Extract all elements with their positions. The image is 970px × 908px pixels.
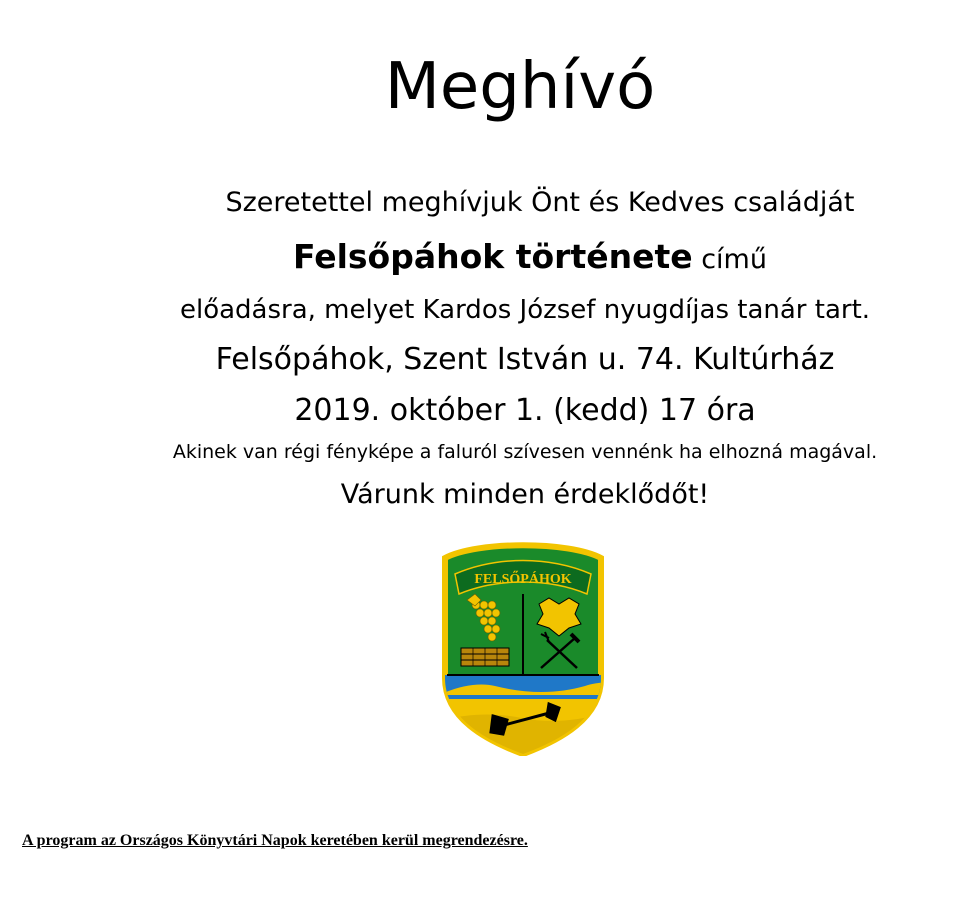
- event-datetime: 2019. október 1. (kedd) 17 óra: [294, 393, 756, 428]
- village-crest: [437, 542, 609, 756]
- event-title: Felsőpáhok története: [293, 237, 693, 276]
- invitation-title: Meghívó: [384, 50, 656, 124]
- wine-barrel-icon: [461, 648, 509, 666]
- invitation-line-1: Szeretettel meghívjuk Önt és Kedves családját: [225, 187, 855, 218]
- photo-note: Akinek van régi fényképe a faluról szívesen vennénk ha elhozná magával.: [172, 441, 878, 463]
- event-title-suffix: című: [692, 244, 767, 275]
- event-location: Felsőpáhok, Szent István u. 74. Kultúrház: [215, 342, 835, 377]
- footer-note: A program az Országos Könyvtári Napok keretében kerül megrendezésre.: [22, 832, 528, 849]
- crest-banner: FELSŐPÁHOK: [474, 572, 572, 587]
- invitation-line-3: előadásra, melyet Kardos József nyugdíjas tanár tart.: [179, 295, 871, 325]
- invitation-event-line: [80, 235, 970, 282]
- closing-line: Várunk minden érdeklődőt!: [340, 479, 710, 510]
